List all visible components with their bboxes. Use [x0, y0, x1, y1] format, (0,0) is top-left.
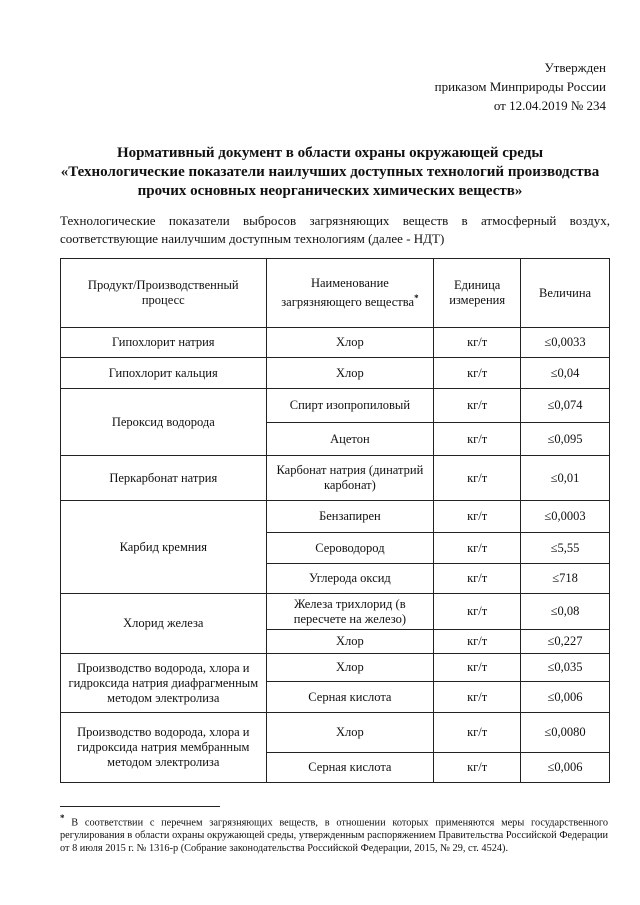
title-line-2: «Технологические показатели наилучших доступных технологий производства — [60, 164, 600, 180]
cell-unit: кг/т — [434, 630, 521, 654]
cell-value: ≤0,227 — [521, 630, 610, 654]
document-title — [50, 144, 610, 201]
cell-substance: Хлор — [266, 328, 434, 358]
cell-unit: кг/т — [434, 594, 521, 630]
cell-value: ≤0,04 — [521, 358, 610, 389]
cell-unit: кг/т — [434, 501, 521, 533]
cell-value: ≤0,006 — [521, 682, 610, 713]
cell-substance: Бензапирен — [266, 501, 434, 533]
cell-product: Производство водорода, хлора и гидроксида натрия мембранным методом электролиза — [61, 713, 267, 783]
table-row — [61, 456, 610, 501]
cell-substance: Хлор — [266, 713, 434, 753]
footnote-mark: * — [414, 292, 419, 303]
footnote — [60, 812, 608, 855]
table-row — [61, 654, 610, 682]
intro-line-1: Технологические показатели выбросов загрязняющих веществ в атмосферный воздух, — [60, 213, 610, 228]
cell-substance: Спирт изопропиловый — [266, 389, 434, 423]
approval-line-1: Утвержден — [544, 60, 606, 75]
cell-substance: Серная кислота — [266, 682, 434, 713]
cell-unit: кг/т — [434, 423, 521, 456]
header-value: Величина — [521, 259, 610, 328]
cell-value: ≤0,0033 — [521, 328, 610, 358]
cell-product: Пероксид водорода — [61, 389, 267, 456]
table-row — [61, 713, 610, 753]
cell-substance: Серная кислота — [266, 753, 434, 783]
header-product: Продукт/Производственный процесс — [61, 259, 267, 328]
approval-line-2: приказом Минприроды России — [434, 79, 606, 94]
title-line-3: прочих основных неорганических химических веществ» — [137, 183, 523, 199]
cell-value: ≤0,0003 — [521, 501, 610, 533]
footnote-text: В соответствии с перечнем загрязняющих веществ, в отношении которых применяются меры государственного регулирования в области охраны окружающей среды, утвержденным распоряжением Правительства Российской Федерации от 8 июля 2015 г. № 1316-р (Собрание законодательства Российской Федерации, 2015, № 29, ст. 4524). — [60, 817, 608, 855]
cell-substance: Хлор — [266, 630, 434, 654]
cell-value: ≤0,01 — [521, 456, 610, 501]
approval-line-3: от 12.04.2019 № 234 — [493, 98, 606, 113]
header-substance — [266, 259, 434, 328]
cell-product: Гипохлорит кальция — [61, 358, 267, 389]
cell-product: Гипохлорит натрия — [61, 328, 267, 358]
cell-substance: Карбонат натрия (динатрий карбонат) — [266, 456, 434, 501]
cell-value: ≤0,08 — [521, 594, 610, 630]
cell-substance: Железа трихлорид (в пересчете на железо) — [266, 594, 434, 630]
cell-unit: кг/т — [434, 654, 521, 682]
cell-product: Хлорид железа — [61, 594, 267, 654]
cell-unit: кг/т — [434, 328, 521, 358]
cell-unit: кг/т — [434, 713, 521, 753]
intro-paragraph — [60, 212, 610, 248]
cell-unit: кг/т — [434, 358, 521, 389]
cell-substance: Хлор — [266, 358, 434, 389]
cell-substance: Сероводород — [266, 533, 434, 564]
cell-product: Перкарбонат натрия — [61, 456, 267, 501]
cell-value: ≤0,035 — [521, 654, 610, 682]
intro-line-2: соответствующие наилучшим доступным технологиям (далее - НДТ) — [60, 231, 445, 246]
cell-value: ≤0,006 — [521, 753, 610, 783]
indicators-table — [60, 258, 610, 783]
title-line-1: Нормативный документ в области охраны окружающей среды — [116, 145, 544, 161]
cell-substance: Хлор — [266, 654, 434, 682]
table-row — [61, 389, 610, 423]
header-substance-label: Наименование загрязняющего вещества — [281, 275, 415, 310]
header-unit: Единица измерения — [434, 259, 521, 328]
cell-value: ≤0,095 — [521, 423, 610, 456]
approval-block — [435, 58, 606, 115]
footnote-mark: * — [60, 813, 65, 823]
table-row — [61, 328, 610, 358]
cell-unit: кг/т — [434, 533, 521, 564]
cell-unit: кг/т — [434, 753, 521, 783]
footnote-divider — [60, 806, 220, 807]
table-row — [61, 358, 610, 389]
cell-substance: Углерода оксид — [266, 564, 434, 594]
cell-value: ≤5,55 — [521, 533, 610, 564]
cell-substance: Ацетон — [266, 423, 434, 456]
cell-unit: кг/т — [434, 456, 521, 501]
cell-unit: кг/т — [434, 564, 521, 594]
table-header-row — [61, 259, 610, 328]
cell-value: ≤718 — [521, 564, 610, 594]
table-row — [61, 501, 610, 533]
cell-value: ≤0,074 — [521, 389, 610, 423]
cell-product: Карбид кремния — [61, 501, 267, 594]
cell-value: ≤0,0080 — [521, 713, 610, 753]
cell-unit: кг/т — [434, 389, 521, 423]
table-row — [61, 594, 610, 630]
cell-unit: кг/т — [434, 682, 521, 713]
cell-product: Производство водорода, хлора и гидроксида натрия диафрагменным методом электролиза — [61, 654, 267, 713]
